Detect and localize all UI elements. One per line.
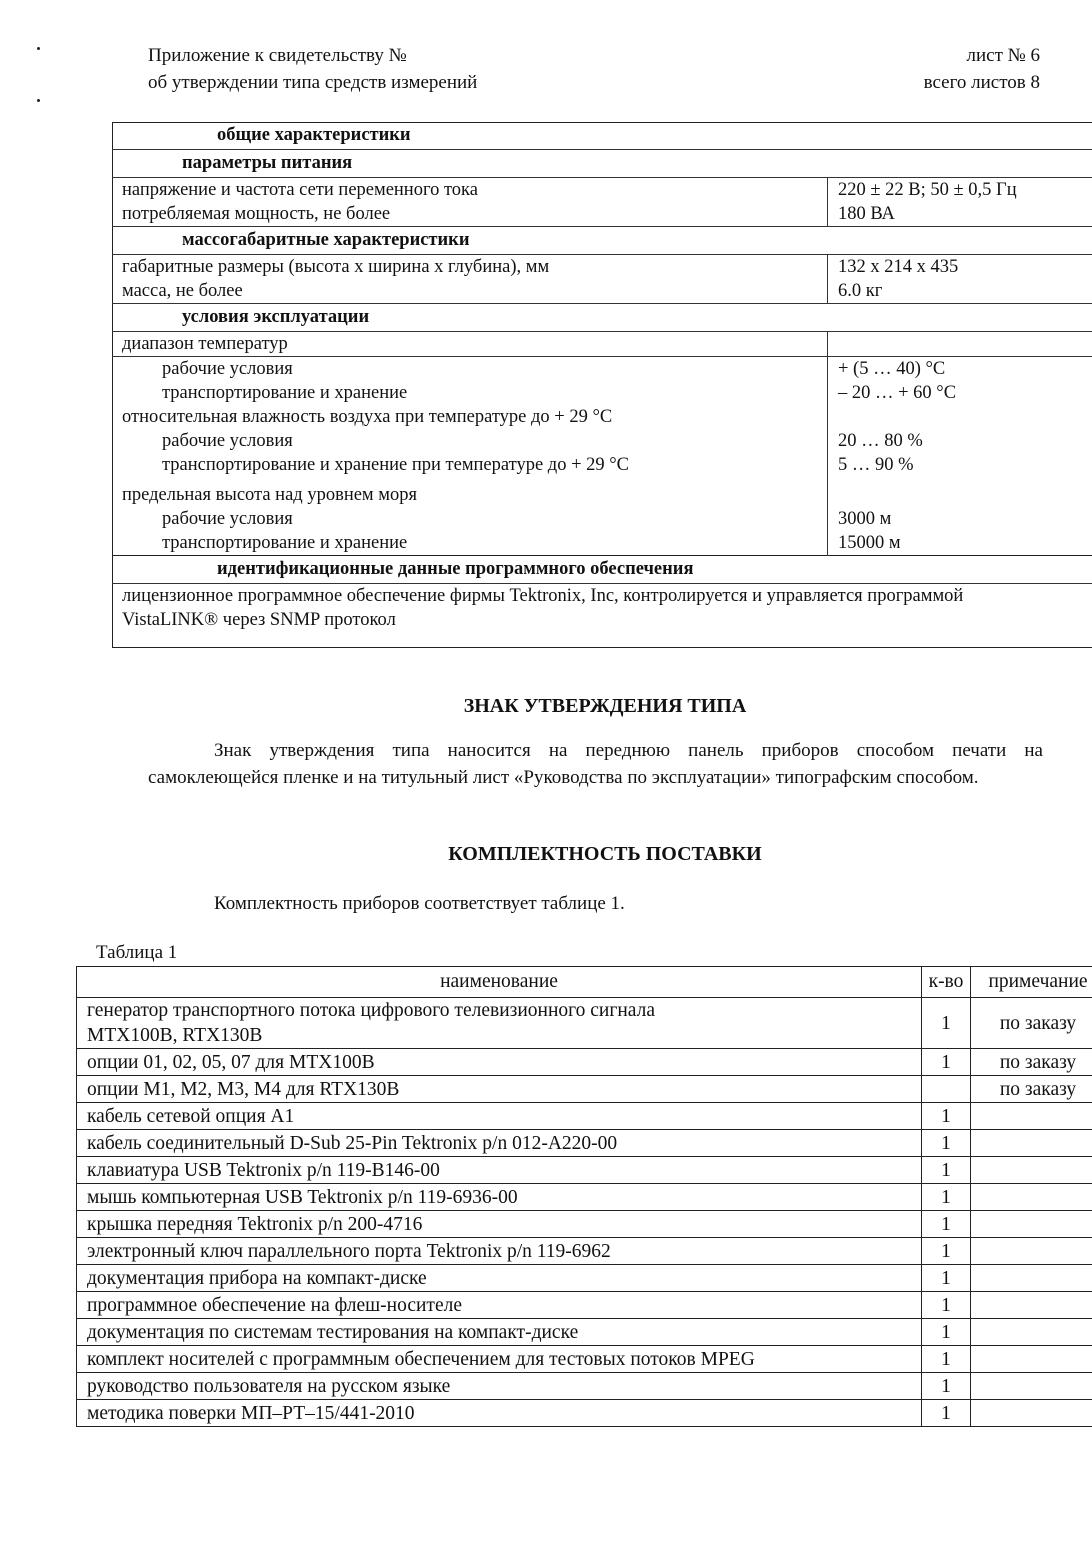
item-note <box>971 1211 1092 1238</box>
item-note <box>971 1346 1092 1373</box>
spec-label: диапазон температур <box>122 334 288 354</box>
table-row <box>77 1157 1092 1184</box>
item-name: кабель сетевой опция А1 <box>77 1103 922 1130</box>
table-caption: Таблица 1 <box>96 942 178 963</box>
table-row <box>77 1373 1092 1400</box>
total-sheets: всего листов 8 <box>923 72 1040 93</box>
spec-label: относительная влажность воздуха при температуре до + 29 °С <box>122 407 613 427</box>
item-qty: 1 <box>922 1292 971 1319</box>
spec-value: + (5 … 40) °С <box>828 357 1092 382</box>
software-text-line2: VistaLINK® через SNMP протокол <box>122 610 396 630</box>
scan-dot <box>37 47 40 50</box>
table-row <box>77 1292 1092 1319</box>
table-row <box>77 1346 1092 1373</box>
item-note <box>971 1157 1092 1184</box>
spec-label: напряжение и частота сети переменного тока <box>122 180 478 200</box>
table-row <box>77 1184 1092 1211</box>
column-name: наименование <box>77 967 922 998</box>
spec-label: потребляемая мощность, не более <box>122 204 391 224</box>
approval-paragraph <box>148 737 1043 791</box>
item-name: клавиатура USB Tektronix p/n 119-B146-00 <box>77 1157 922 1184</box>
item-name: документация прибора на компакт-диске <box>77 1265 922 1292</box>
item-note: по заказу <box>971 998 1092 1049</box>
sheet-number: лист № 6 <box>966 45 1040 66</box>
item-qty: 1 <box>922 1265 971 1292</box>
section-dimensions: массогабаритные характеристики <box>112 227 1092 255</box>
item-name: методика поверки МП–РТ–15/441-2010 <box>77 1400 922 1427</box>
item-note <box>971 1238 1092 1265</box>
document-header-left <box>148 42 477 96</box>
spec-label: транспортирование и хранение при температуре до + 29 °С <box>162 455 630 475</box>
item-qty: 1 <box>922 1130 971 1157</box>
section-operating: условия эксплуатации <box>112 304 1092 332</box>
item-name-cont: MTX100B, RTX130B <box>87 1025 263 1046</box>
spec-value: 6.0 кг <box>828 279 1092 304</box>
item-note <box>971 1184 1092 1211</box>
item-qty: 1 <box>922 1238 971 1265</box>
item-name: документация по системам тестирования на компакт-диске <box>77 1319 922 1346</box>
item-qty: 1 <box>922 1400 971 1427</box>
item-note <box>971 1319 1092 1346</box>
spec-label: транспортирование и хранение <box>162 533 408 553</box>
item-note <box>971 1103 1092 1130</box>
item-qty: 1 <box>922 1346 971 1373</box>
section-general: общие характеристики <box>112 122 1092 150</box>
scan-dot <box>37 99 40 102</box>
table-row <box>77 998 1092 1049</box>
spec-label: рабочие условия <box>162 509 293 529</box>
item-qty: 1 <box>922 1184 971 1211</box>
table-row <box>77 1103 1092 1130</box>
section-power: параметры питания <box>112 150 1092 178</box>
item-name: опции M1, M2, M3, M4 для RTX130B <box>77 1076 922 1103</box>
item-note <box>971 1130 1092 1157</box>
spec-value: 132 х 214 х 435 <box>828 255 1092 280</box>
spec-label: масса, не более <box>122 281 243 301</box>
table-row <box>77 1211 1092 1238</box>
item-name: генератор транспортного потока цифрового телевизионного сигнала <box>87 1000 656 1021</box>
spec-label: предельная высота над уровнем моря <box>122 485 417 505</box>
spec-value: 15000 м <box>828 531 1092 556</box>
table-row <box>77 1076 1092 1103</box>
item-note <box>971 1400 1092 1427</box>
item-name: опции 01, 02, 05, 07 для MTX100B <box>77 1049 922 1076</box>
item-name: мышь компьютерная USB Tektronix p/n 119-6936-00 <box>77 1184 922 1211</box>
specifications-table <box>112 122 1092 632</box>
spec-label: транспортирование и хранение <box>162 383 408 403</box>
table-header <box>77 967 1092 998</box>
item-note <box>971 1265 1092 1292</box>
item-name: кабель соединительный D-Sub 25-Pin Tektronix p/n 012-A220-00 <box>77 1130 922 1157</box>
table-row <box>77 1238 1092 1265</box>
item-name: комплект носителей с программным обеспечением для тестовых потоков MPEG <box>77 1346 922 1373</box>
header-approval-line: об утверждении типа средств измерений <box>148 72 478 93</box>
item-qty: 1 <box>922 1049 971 1076</box>
column-note: примечание <box>971 967 1092 998</box>
item-qty <box>922 1076 971 1103</box>
item-note <box>971 1373 1092 1400</box>
item-note: по заказу <box>971 1076 1092 1103</box>
spec-value: – 20 … + 60 °С <box>828 381 1092 405</box>
spec-value: 20 … 80 % <box>828 429 1092 453</box>
item-qty: 1 <box>922 1211 971 1238</box>
column-qty: к-во <box>922 967 971 998</box>
delivery-text: Комплектность приборов соответствует таблице 1. <box>214 893 625 914</box>
item-qty: 1 <box>922 998 971 1049</box>
table-row <box>77 1319 1092 1346</box>
item-name: программное обеспечение на флеш-носителе <box>77 1292 922 1319</box>
item-qty: 1 <box>922 1319 971 1346</box>
table-row <box>77 1400 1092 1427</box>
delivery-heading: КОМПЛЕКТНОСТЬ ПОСТАВКИ <box>448 843 762 865</box>
delivery-table <box>76 966 1092 1427</box>
item-qty: 1 <box>922 1103 971 1130</box>
spec-label: рабочие условия <box>162 431 293 451</box>
software-text-line1: лицензионное программное обеспечение фирмы Tektronix, Inc, контролируется и управляется программой <box>122 586 964 606</box>
approval-text: Знак утверждения типа наносится на переднюю панель приборов способом печати на самоклеющейся пленке и на титульный лист «Руководства по эксплуатации» типографским способом. <box>148 740 1043 788</box>
item-qty: 1 <box>922 1373 971 1400</box>
spec-value: 220 ± 22 В; 50 ± 0,5 Гц <box>828 178 1092 203</box>
spec-label: габаритные размеры (высота х ширина х глубина), мм <box>122 257 550 277</box>
spec-value: 3000 м <box>828 507 1092 531</box>
section-software: идентификационные данные программного обеспечения <box>112 556 1092 584</box>
item-name: руководство пользователя на русском языке <box>77 1373 922 1400</box>
table-row <box>77 1130 1092 1157</box>
spec-value: 180 ВА <box>828 202 1092 227</box>
item-name: электронный ключ параллельного порта Tektronix p/n 119-6962 <box>77 1238 922 1265</box>
item-note <box>971 1292 1092 1319</box>
table-row <box>77 1265 1092 1292</box>
table-row <box>77 1049 1092 1076</box>
spec-value: 5 … 90 % <box>828 453 1092 477</box>
delivery-paragraph <box>148 890 1043 917</box>
document-header-right <box>924 42 1040 96</box>
item-name: крышка передняя Tektronix p/n 200-4716 <box>77 1211 922 1238</box>
item-qty: 1 <box>922 1157 971 1184</box>
header-certificate-line: Приложение к свидетельству № <box>148 45 407 66</box>
item-note: по заказу <box>971 1049 1092 1076</box>
spec-label: рабочие условия <box>162 359 293 379</box>
approval-heading: ЗНАК УТВЕРЖДЕНИЯ ТИПА <box>463 695 747 717</box>
